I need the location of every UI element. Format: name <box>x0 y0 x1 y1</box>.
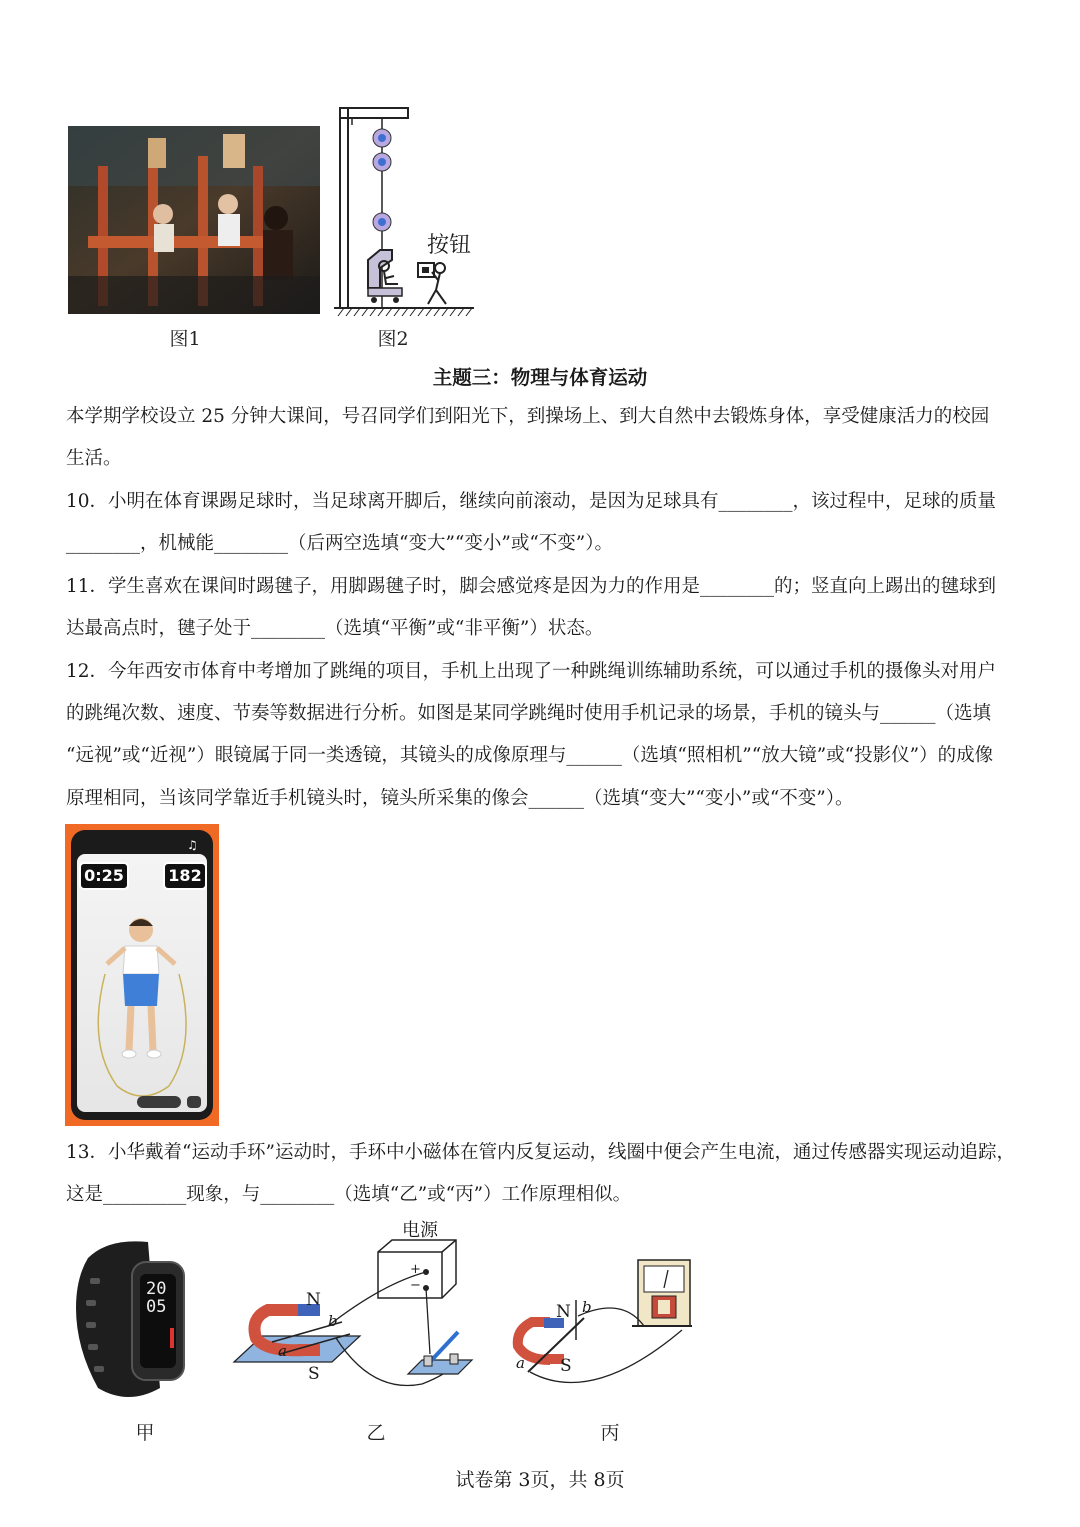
minus-sign: − <box>410 1278 421 1293</box>
phone-toolbar-icon <box>187 1096 201 1108</box>
phone-screen <box>77 854 207 1112</box>
caption-jia: 甲 <box>135 1422 155 1444</box>
fitness-band-figure <box>68 1238 188 1403</box>
q10-line-1: 10．小明在体育课踢足球时，当足球离开脚后，继续向前滚动，是因为足球具有________，该过程中，足球的质量 <box>66 491 997 512</box>
q13-line-1: 13．小华戴着“运动手环”运动时，手环中小磁体在管内反复运动，线圈中便会产生电流，通过传感器实现运动追踪， <box>66 1142 1015 1163</box>
b-label: b <box>328 1312 338 1330</box>
q12-line-2: 的跳绳次数、速度、节奏等数据进行分析。如图是某同学跳绳时使用手机记录的场景，手机的镜头与______（选填 <box>66 703 992 724</box>
fitness-band-image <box>68 1238 188 1403</box>
section-title: 主题三：物理与体育运动 <box>432 366 648 389</box>
tower-diagram <box>332 100 482 322</box>
figure-1-caption: 图1 <box>169 328 201 350</box>
motor-circuit-diagram <box>232 1214 482 1410</box>
figure-2-caption: 图2 <box>377 328 409 350</box>
q10-line-2: ________，机械能________（后两空选填“变大”“变小”或“不变”）。 <box>66 533 613 554</box>
intro-line-2: 生活。 <box>66 448 122 469</box>
plus-sign: + <box>410 1262 421 1277</box>
q12-line-3: “远视”或“近视”）眼镜属于同一类透镜，其镜头的成像原理与______（选填“照相机”“放大镜”或“投影仪”）的成像 <box>66 745 994 766</box>
n-pole-label: N <box>306 1290 321 1310</box>
caption-yi: 乙 <box>366 1422 386 1444</box>
s-pole-label: S <box>308 1364 320 1384</box>
q11-line-1: 11．学生喜欢在课间时踢毽子，用脚踢毽子时，脚会感觉疼是因为力的作用是________的；竖直向上踢出的毽球到 <box>66 576 997 597</box>
intro-line-1: 本学期学校设立 25 分钟大课间，号召同学们到阳光下，到操场上、到大自然中去锻炼身体，享受健康活力的校园 <box>66 406 990 427</box>
figure-2-button-label: 按钮 <box>427 233 472 258</box>
a-label: a <box>278 1342 287 1360</box>
a-label-2: a <box>516 1354 525 1372</box>
figure-2-diagram <box>332 100 482 322</box>
generator-circuit-diagram <box>512 1256 696 1390</box>
q12-line-4: 原理相同，当该同学靠近手机镜头时，镜头所采集的像会______（选填“变大”“变小”或“不变”）。 <box>66 788 854 809</box>
q11-line-2: 达最高点时，毽子处于________（选填“平衡”或“非平衡”）状态。 <box>66 618 604 639</box>
n-pole-label-2: N <box>556 1302 571 1322</box>
figure-1-photo <box>68 126 320 314</box>
count-badge: 182 <box>163 862 207 890</box>
timer-badge: 0:25 <box>79 862 129 890</box>
q13-line-2: 这是_________现象，与________（选填“乙”或“丙”）工作原理相似。 <box>66 1184 632 1205</box>
q12-line-1: 12．今年西安市体育中考增加了跳绳的项目，手机上出现了一种跳绳训练辅助系统，可以通过手机的摄像头对用户 <box>66 661 997 682</box>
s-pole-label-2: S <box>560 1356 572 1376</box>
page-footer: 试卷第 3页，共 8页 <box>455 1469 625 1491</box>
power-label: 电源 <box>402 1220 438 1241</box>
caption-bing: 丙 <box>600 1422 620 1444</box>
generator-circuit-figure <box>512 1256 696 1390</box>
jump-rope-child-image <box>77 854 207 1112</box>
phone-figure <box>65 824 219 1126</box>
watch-minute: 05 <box>146 1297 167 1317</box>
gym-photo-image <box>68 126 320 314</box>
phone-toolbar-pill <box>137 1096 181 1108</box>
watch-hour: 20 <box>146 1279 167 1299</box>
music-icon: ♫ <box>187 838 198 852</box>
b-label-2: b <box>582 1298 592 1316</box>
motor-circuit-figure <box>232 1214 482 1410</box>
